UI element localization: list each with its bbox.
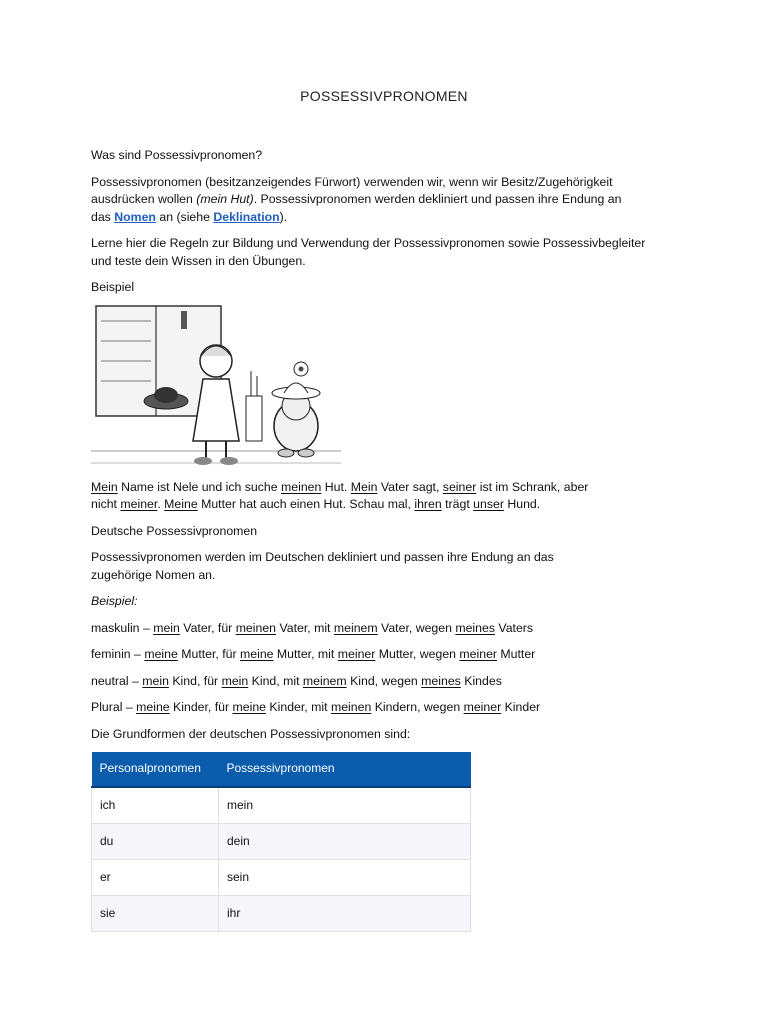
highlight-word: meines [421,673,461,688]
table-cell: ich [92,787,219,824]
highlight-word: Mein [91,479,118,494]
def-line-2 [91,191,681,209]
declension-text: Kinder, mit [266,700,331,714]
question-heading: Was sind Possessivpronomen? [91,148,263,162]
example-text: Hund. [503,497,541,511]
nomen-link[interactable]: Nomen [114,209,156,224]
highlight-word: mein [153,620,180,635]
def-text: ). [279,209,288,224]
def-text: das [91,209,115,224]
declension-text: Kinder [501,700,541,714]
example-text: trägt [441,497,474,511]
table-header-personalpronomen: Personalpronomen [92,752,219,787]
possessive-table [91,752,471,932]
beispiel-italic-text: Beispiel: [91,594,138,608]
table-cell: er [92,860,219,896]
highlight-word: ihren [414,497,442,511]
highlight-word: meinen [281,479,322,494]
declension-row [91,699,681,717]
learn-line-1: Lerne hier die Regeln zur Bildung und Verwendung der Possessivpronomen sowie Possessivbegleiter [91,236,646,250]
example-text: Name ist Nele und ich suche [117,479,282,494]
highlight-word: meine [232,700,267,714]
highlight-word: meine [136,700,170,714]
declension-text: Kind, für [168,673,222,688]
example-text: nicht [91,497,121,511]
example-text: ist im Schrank, aber [476,479,589,494]
declension-text: Vater, mit [276,620,334,635]
declension-text: Kinder, für [169,700,233,714]
declined-line-1: Possessivpronomen werden im Deutschen dekliniert und passen ihre Endung an das [91,550,554,564]
table-cell: du [92,824,219,860]
example-line-2 [91,496,681,514]
example-line-1 [91,479,681,497]
highlight-word: meines [455,620,495,635]
highlight-word: meinen [330,700,372,714]
example-text: Vater sagt, [377,479,443,494]
table-cell: sie [92,896,219,932]
table-header-possessivpronomen: Possessivpronomen [219,752,471,787]
def-text: ausdrücken wollen [91,192,197,206]
illustration-girl-and-dog [91,301,341,471]
declension-text: Kindes [460,673,502,688]
highlight-word: unser [473,497,504,511]
declension-text: Mutter, für [177,647,241,661]
table-row [92,860,471,896]
declension-row [91,646,681,664]
table-header-row [92,752,471,787]
highlight-word: meiner [463,700,502,714]
highlight-word: mein [221,673,249,688]
table-cell: mein [219,787,471,824]
declension-list [91,620,681,717]
table-cell: ihr [219,896,471,932]
highlight-word: mein [142,673,169,688]
declension-text: Kind, mit [248,673,303,688]
highlight-word: meinem [333,620,378,635]
declension-text: maskulin – [91,620,154,635]
declension-row [91,620,681,638]
document-body [91,147,681,932]
declension-text: Vater, für [179,620,236,635]
declension-text: Kind, wegen [346,673,422,688]
table-row [92,787,471,824]
deutsche-heading: Deutsche Possessivpronomen [91,523,258,538]
declension-text: Vater, wegen [377,620,456,635]
learn-paragraph [91,235,681,270]
declension-text: neutral – [91,673,143,688]
declined-line-2: zugehörige Nomen an. [91,567,216,582]
declension-text: Mutter, wegen [375,647,460,661]
table-cell: dein [219,824,471,860]
def-line-1: Possessivpronomen (besitzanzeigendes Fürwort) verwenden wir, wenn wir Besitz/Zugehörigkeit [91,174,613,189]
declension-text: Kindern, wegen [371,700,464,714]
highlight-word: meine [144,647,178,661]
def-line-3 [91,209,681,227]
highlight-word: meinem [302,673,347,688]
table-cell: sein [219,860,471,896]
def-text: an (siehe [155,209,214,224]
declension-text: Mutter, mit [273,647,338,661]
def-italic-example: (mein Hut) [196,192,254,206]
example-sentence [91,479,681,514]
table-row [92,824,471,860]
declined-paragraph [91,549,681,584]
highlight-word: seiner [442,479,477,494]
beispiel-italic [91,593,681,611]
highlight-word: meine [240,647,274,661]
declension-row [91,673,681,691]
table-row [92,896,471,932]
highlight-word: Mein [350,479,378,494]
declension-text: Mutter [497,647,536,661]
highlight-word: meiner [120,497,158,511]
highlight-word: meiner [337,647,376,661]
page-title: POSSESSIVPRONOMEN [300,88,468,104]
grundformen-heading: Die Grundformen der deutschen Possessivpronomen sind: [91,726,411,741]
declension-text: feminin – [91,647,145,661]
highlight-word: Meine [164,497,198,511]
highlight-word: meinen [235,620,277,635]
declension-text: Vaters [495,620,534,635]
declension-text: Plural – [91,700,137,714]
highlight-word: meiner [459,647,498,661]
example-text: . [157,497,165,511]
example-text: Mutter hat auch einen Hut. Schau mal, [197,497,415,511]
learn-line-2: und teste dein Wissen in den Übungen. [91,253,306,268]
def-text: . Possessivpronomen werden dekliniert und passen ihre Endung an [253,192,622,206]
beispiel-heading: Beispiel [91,280,135,294]
deklination-link[interactable]: Deklination [213,209,280,224]
definition-paragraph [91,174,681,227]
example-text: Hut. [321,479,351,494]
